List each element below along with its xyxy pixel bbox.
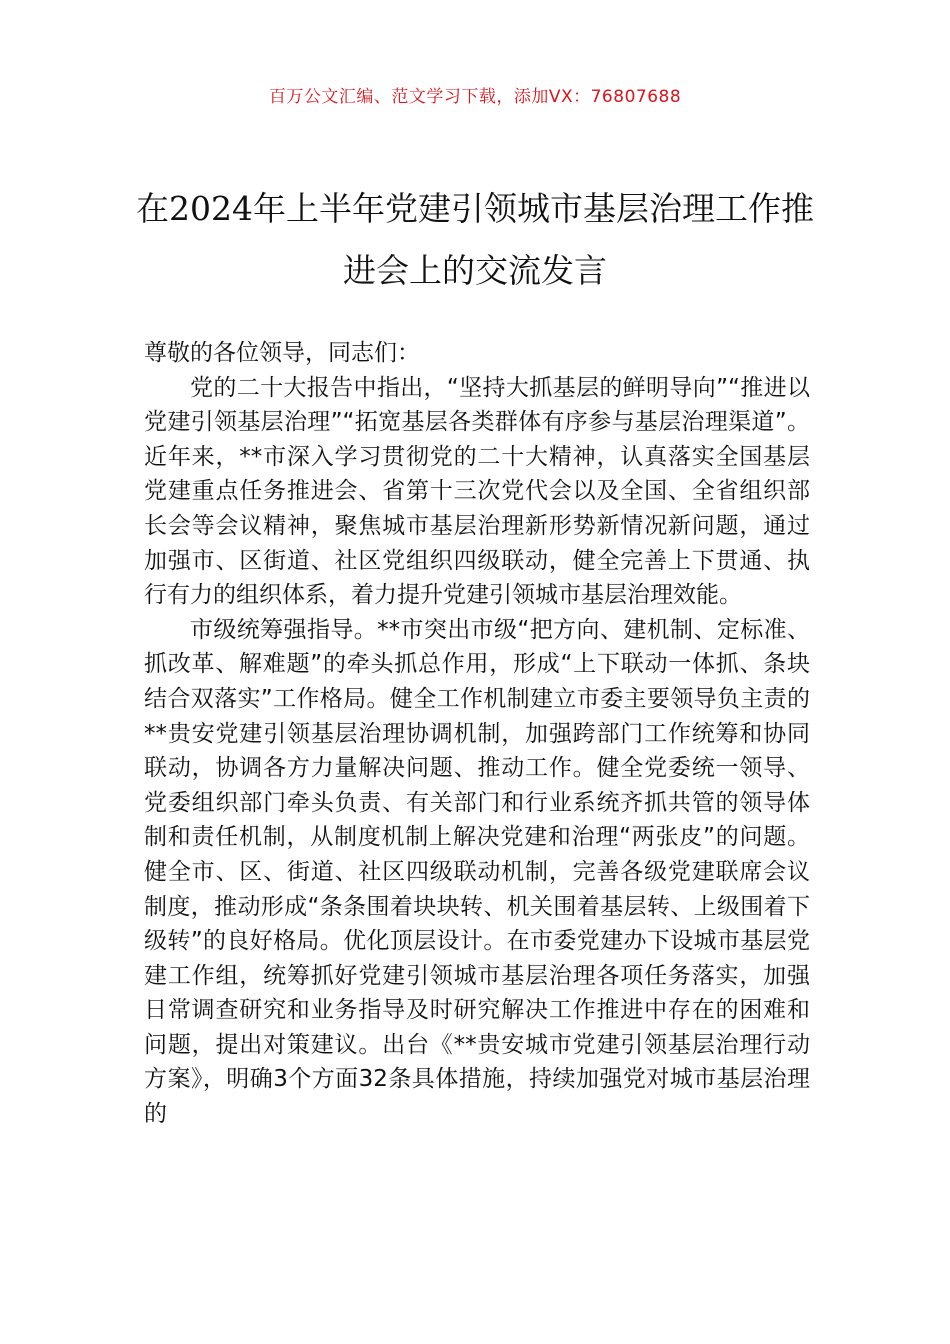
document-body [144,336,810,1132]
document-title: 在2024年上半年党建引领城市基层治理工作推进会上的交流发言 [136,189,814,290]
paragraph-intro: 党的二十大报告中指出，“坚持大抓基层的鲜明导向”“推进以党建引领基层治理”“拓宽基层各类群体有序参与基层治理渠道”。近年来，**市深入学习贯彻党的二十大精神，认真落实全国基层党建重点任务推进会、省第十三次党代会以及全国、全省组织部长会等会议精神，聚焦城市基层治理新形势新情况新问题，通过加强市、区街道、社区党组织四级联动，健全完善上下贯通、执行有力的组织体系，着力提升党建引领城市基层治理效能。 [144,374,810,609]
paragraph-city-coordination: 市级统筹强指导。**市突出市级“把方向、建机制、定标准、抓改革、解难题”的牵头抓总作用，形成“上下联动一体抓、条块结合双落实”工作格局。健全工作机制建立市委主要领导负主责的**贵安党建引领基层治理协调机制，加强跨部门工作统筹和协同联动，协调各方力量解决问题、推动工作。健全党委统一领导、党委组织部门牵头负责、有关部门和行业系统齐抓共管的领导体制和责任机制，从制度机制上解决党建和治理“两张皮”的问题。健全市、区、街道、社区四级联动机制，完善各级党建联席会议制度，推动形成“条条围着块块转、机关围着基层转、上级围着下级转”的良好格局。优化顶层设计。在市委党建办下设城市基层党建工作组，统筹抓好党建引领城市基层治理各项任务落实，加强日常调查研究和业务指导及时研究解决工作推进中存在的困难和问题，提出对策建议。出台《**贵安城市党建引领基层治理行动方案》，明确3个方面32条具体措施，持续加强党对城市基层治理的 [144,616,810,1128]
salutation: 尊敬的各位领导，同志们： [144,340,420,366]
header-watermark-note: 百万公文汇编、范文学习下载，添加VX：76807688 [268,87,682,107]
